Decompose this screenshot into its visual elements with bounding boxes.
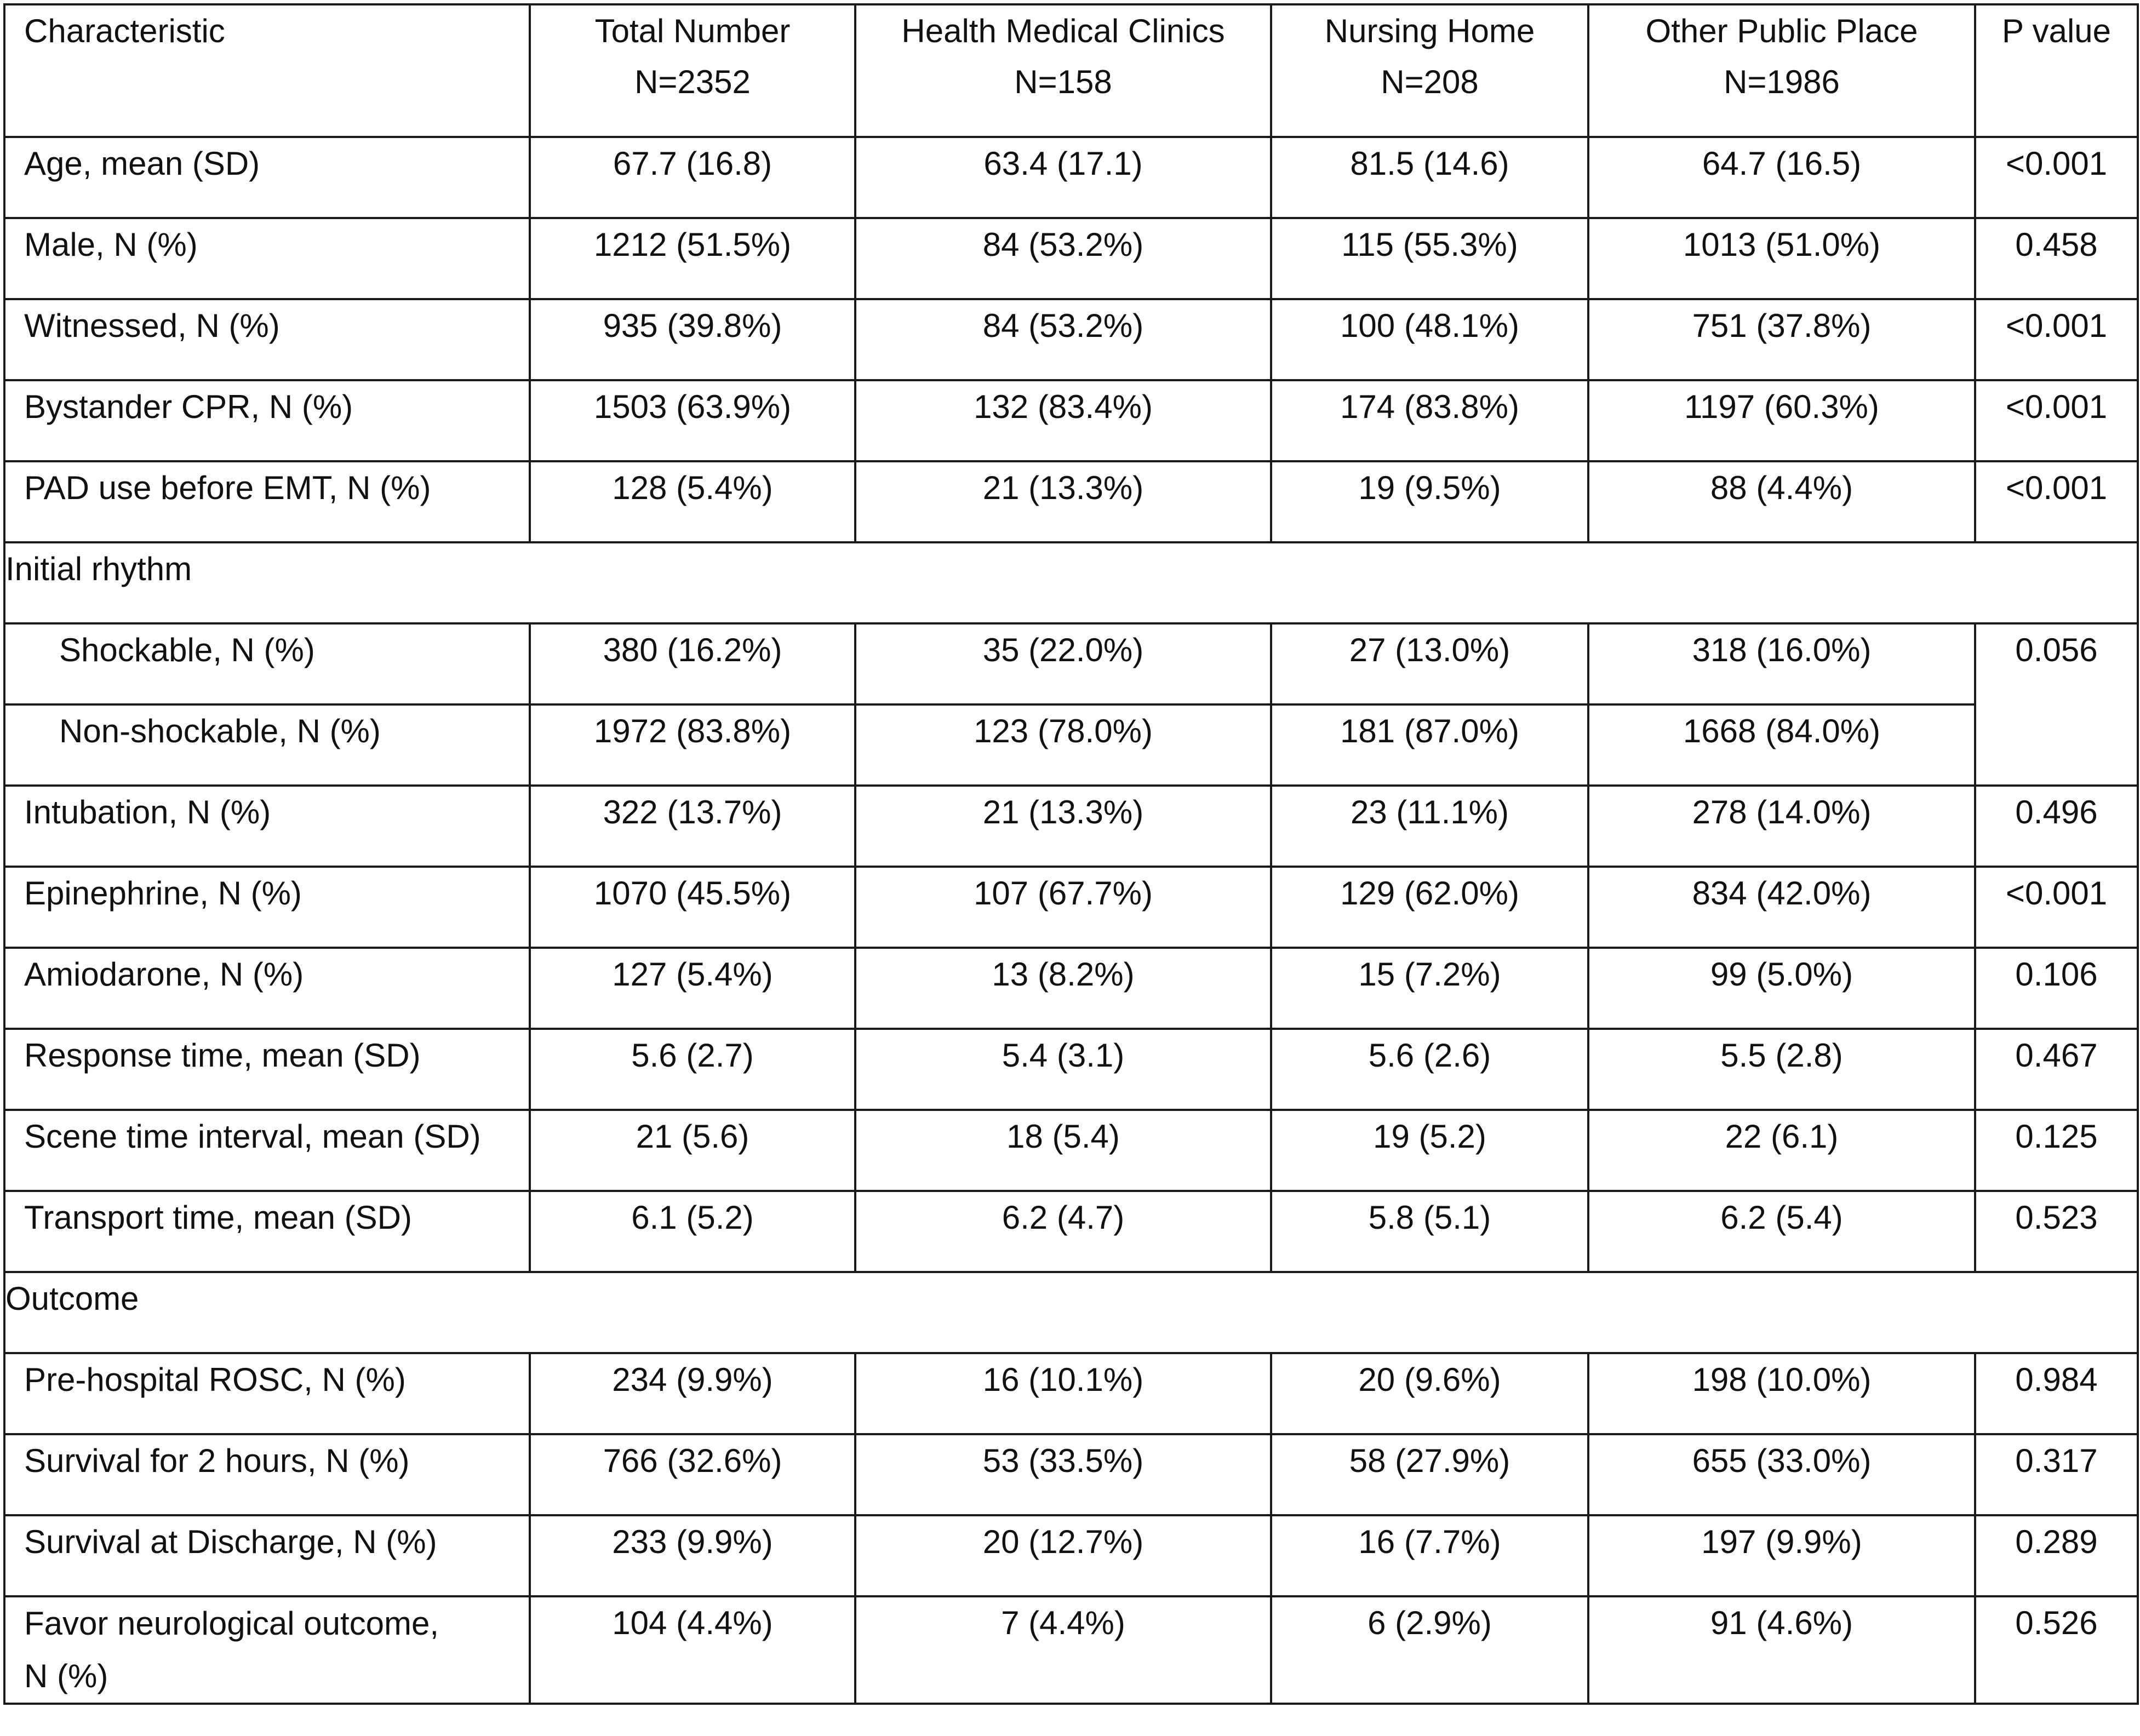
header-total-title: Total Number xyxy=(594,13,791,49)
header-clinics-n: N=158 xyxy=(1014,64,1112,100)
cell-total: 935 (39.8%) xyxy=(530,299,855,380)
cell-clinics: 53 (33.5%) xyxy=(855,1434,1271,1515)
table-row-witnessed xyxy=(4,299,2138,380)
cell-clinics: 7 (4.4%) xyxy=(855,1596,1271,1704)
header-clinics xyxy=(855,4,1271,137)
cell-pvalue: 0.984 xyxy=(1975,1353,2138,1434)
header-nursing-title: Nursing Home xyxy=(1324,13,1535,49)
cell-other: 1013 (51.0%) xyxy=(1588,218,1975,299)
row-label: Bystander CPR, N (%) xyxy=(4,380,530,461)
table-row-survival-2h xyxy=(4,1434,2138,1515)
cell-total: 104 (4.4%) xyxy=(530,1596,855,1704)
row-label: Response time, mean (SD) xyxy=(4,1029,530,1110)
cell-total: 5.6 (2.7) xyxy=(530,1029,855,1110)
cell-pvalue: 0.289 xyxy=(1975,1515,2138,1596)
header-other xyxy=(1588,4,1975,137)
cell-pvalue: 0.056 xyxy=(1975,623,2138,786)
table-row-male xyxy=(4,218,2138,299)
cell-nursing: 115 (55.3%) xyxy=(1271,218,1588,299)
cell-pvalue: 0.125 xyxy=(1975,1110,2138,1191)
cell-nursing: 5.8 (5.1) xyxy=(1271,1191,1588,1272)
table-row-survival-discharge xyxy=(4,1515,2138,1596)
cell-pvalue: 0.526 xyxy=(1975,1596,2138,1704)
cell-total: 6.1 (5.2) xyxy=(530,1191,855,1272)
cell-clinics: 5.4 (3.1) xyxy=(855,1029,1271,1110)
cell-nursing: 58 (27.9%) xyxy=(1271,1434,1588,1515)
row-label-line1: Favor neurological outcome, xyxy=(24,1605,439,1642)
cell-total: 1503 (63.9%) xyxy=(530,380,855,461)
row-label xyxy=(4,1596,530,1704)
cell-other: 91 (4.6%) xyxy=(1588,1596,1975,1704)
row-label: Non-shockable, N (%) xyxy=(4,704,530,786)
characteristics-table xyxy=(3,3,2139,1705)
cell-nursing: 23 (11.1%) xyxy=(1271,786,1588,867)
cell-nursing: 16 (7.7%) xyxy=(1271,1515,1588,1596)
row-label: Survival for 2 hours, N (%) xyxy=(4,1434,530,1515)
section-row-outcome xyxy=(4,1272,2138,1353)
row-label: Amiodarone, N (%) xyxy=(4,948,530,1029)
cell-total: 1070 (45.5%) xyxy=(530,867,855,948)
cell-clinics: 18 (5.4) xyxy=(855,1110,1271,1191)
header-nursing-n: N=208 xyxy=(1381,64,1479,100)
cell-other: 198 (10.0%) xyxy=(1588,1353,1975,1434)
cell-clinics: 107 (67.7%) xyxy=(855,867,1271,948)
table-row-scene-time xyxy=(4,1110,2138,1191)
header-characteristic: Characteristic xyxy=(4,4,530,137)
section-label: Outcome xyxy=(4,1272,2138,1353)
cell-clinics: 13 (8.2%) xyxy=(855,948,1271,1029)
header-other-title: Other Public Place xyxy=(1645,13,1918,49)
cell-other: 655 (33.0%) xyxy=(1588,1434,1975,1515)
cell-clinics: 21 (13.3%) xyxy=(855,786,1271,867)
cell-nursing: 15 (7.2%) xyxy=(1271,948,1588,1029)
cell-other: 64.7 (16.5) xyxy=(1588,137,1975,218)
table-row-non-shockable xyxy=(4,704,2138,786)
cell-pvalue: 0.317 xyxy=(1975,1434,2138,1515)
cell-total: 234 (9.9%) xyxy=(530,1353,855,1434)
table-row-bystander-cpr xyxy=(4,380,2138,461)
cell-clinics: 35 (22.0%) xyxy=(855,623,1271,704)
cell-total: 67.7 (16.8) xyxy=(530,137,855,218)
row-label: Survival at Discharge, N (%) xyxy=(4,1515,530,1596)
cell-total: 127 (5.4%) xyxy=(530,948,855,1029)
cell-total: 380 (16.2%) xyxy=(530,623,855,704)
cell-clinics: 16 (10.1%) xyxy=(855,1353,1271,1434)
cell-nursing: 6 (2.9%) xyxy=(1271,1596,1588,1704)
table-row-intubation xyxy=(4,786,2138,867)
cell-total: 766 (32.6%) xyxy=(530,1434,855,1515)
cell-other: 99 (5.0%) xyxy=(1588,948,1975,1029)
cell-total: 1972 (83.8%) xyxy=(530,704,855,786)
cell-other: 22 (6.1) xyxy=(1588,1110,1975,1191)
table-row-shockable xyxy=(4,623,2138,704)
cell-other: 318 (16.0%) xyxy=(1588,623,1975,704)
cell-pvalue: 0.496 xyxy=(1975,786,2138,867)
cell-total: 233 (9.9%) xyxy=(530,1515,855,1596)
cell-total: 21 (5.6) xyxy=(530,1110,855,1191)
row-label: Witnessed, N (%) xyxy=(4,299,530,380)
cell-other: 5.5 (2.8) xyxy=(1588,1029,1975,1110)
header-clinics-title: Health Medical Clinics xyxy=(901,13,1225,49)
row-label: Pre-hospital ROSC, N (%) xyxy=(4,1353,530,1434)
section-label: Initial rhythm xyxy=(4,542,2138,623)
cell-pvalue: <0.001 xyxy=(1975,137,2138,218)
cell-clinics: 84 (53.2%) xyxy=(855,299,1271,380)
cell-nursing: 20 (9.6%) xyxy=(1271,1353,1588,1434)
section-row-initial-rhythm xyxy=(4,542,2138,623)
header-nursing xyxy=(1271,4,1588,137)
cell-pvalue: <0.001 xyxy=(1975,380,2138,461)
cell-clinics: 20 (12.7%) xyxy=(855,1515,1271,1596)
cell-nursing: 5.6 (2.6) xyxy=(1271,1029,1588,1110)
table-row-response-time xyxy=(4,1029,2138,1110)
header-pvalue: P value xyxy=(1975,4,2138,137)
row-label: Intubation, N (%) xyxy=(4,786,530,867)
cell-pvalue: <0.001 xyxy=(1975,299,2138,380)
cell-pvalue: 0.106 xyxy=(1975,948,2138,1029)
header-row xyxy=(4,4,2138,137)
cell-nursing: 19 (5.2) xyxy=(1271,1110,1588,1191)
cell-pvalue: <0.001 xyxy=(1975,867,2138,948)
row-label: Age, mean (SD) xyxy=(4,137,530,218)
cell-total: 1212 (51.5%) xyxy=(530,218,855,299)
cell-total: 322 (13.7%) xyxy=(530,786,855,867)
cell-other: 834 (42.0%) xyxy=(1588,867,1975,948)
row-label: Transport time, mean (SD) xyxy=(4,1191,530,1272)
cell-other: 88 (4.4%) xyxy=(1588,461,1975,542)
cell-clinics: 84 (53.2%) xyxy=(855,218,1271,299)
row-label-line2: N (%) xyxy=(24,1658,108,1694)
cell-nursing: 19 (9.5%) xyxy=(1271,461,1588,542)
cell-total: 128 (5.4%) xyxy=(530,461,855,542)
cell-pvalue: <0.001 xyxy=(1975,461,2138,542)
cell-nursing: 129 (62.0%) xyxy=(1271,867,1588,948)
cell-other: 6.2 (5.4) xyxy=(1588,1191,1975,1272)
table-row-epinephrine xyxy=(4,867,2138,948)
cell-other: 278 (14.0%) xyxy=(1588,786,1975,867)
cell-other: 197 (9.9%) xyxy=(1588,1515,1975,1596)
row-label: PAD use before EMT, N (%) xyxy=(4,461,530,542)
header-total-n: N=2352 xyxy=(634,64,751,100)
cell-clinics: 63.4 (17.1) xyxy=(855,137,1271,218)
header-total xyxy=(530,4,855,137)
table-row-transport-time xyxy=(4,1191,2138,1272)
cell-clinics: 21 (13.3%) xyxy=(855,461,1271,542)
table-row-neurological-outcome xyxy=(4,1596,2138,1704)
row-label: Shockable, N (%) xyxy=(4,623,530,704)
cell-nursing: 27 (13.0%) xyxy=(1271,623,1588,704)
cell-other: 1197 (60.3%) xyxy=(1588,380,1975,461)
cell-nursing: 174 (83.8%) xyxy=(1271,380,1588,461)
cell-pvalue: 0.467 xyxy=(1975,1029,2138,1110)
table-row-rosc xyxy=(4,1353,2138,1434)
table-row-age xyxy=(4,137,2138,218)
cell-clinics: 6.2 (4.7) xyxy=(855,1191,1271,1272)
row-label: Scene time interval, mean (SD) xyxy=(4,1110,530,1191)
table-row-amiodarone xyxy=(4,948,2138,1029)
header-other-n: N=1986 xyxy=(1724,64,1840,100)
cell-pvalue: 0.458 xyxy=(1975,218,2138,299)
cell-other: 1668 (84.0%) xyxy=(1588,704,1975,786)
row-label: Male, N (%) xyxy=(4,218,530,299)
cell-nursing: 100 (48.1%) xyxy=(1271,299,1588,380)
cell-clinics: 123 (78.0%) xyxy=(855,704,1271,786)
cell-nursing: 181 (87.0%) xyxy=(1271,704,1588,786)
cell-pvalue: 0.523 xyxy=(1975,1191,2138,1272)
cell-nursing: 81.5 (14.6) xyxy=(1271,137,1588,218)
row-label: Epinephrine, N (%) xyxy=(4,867,530,948)
cell-other: 751 (37.8%) xyxy=(1588,299,1975,380)
table-row-pad-use xyxy=(4,461,2138,542)
cell-clinics: 132 (83.4%) xyxy=(855,380,1271,461)
